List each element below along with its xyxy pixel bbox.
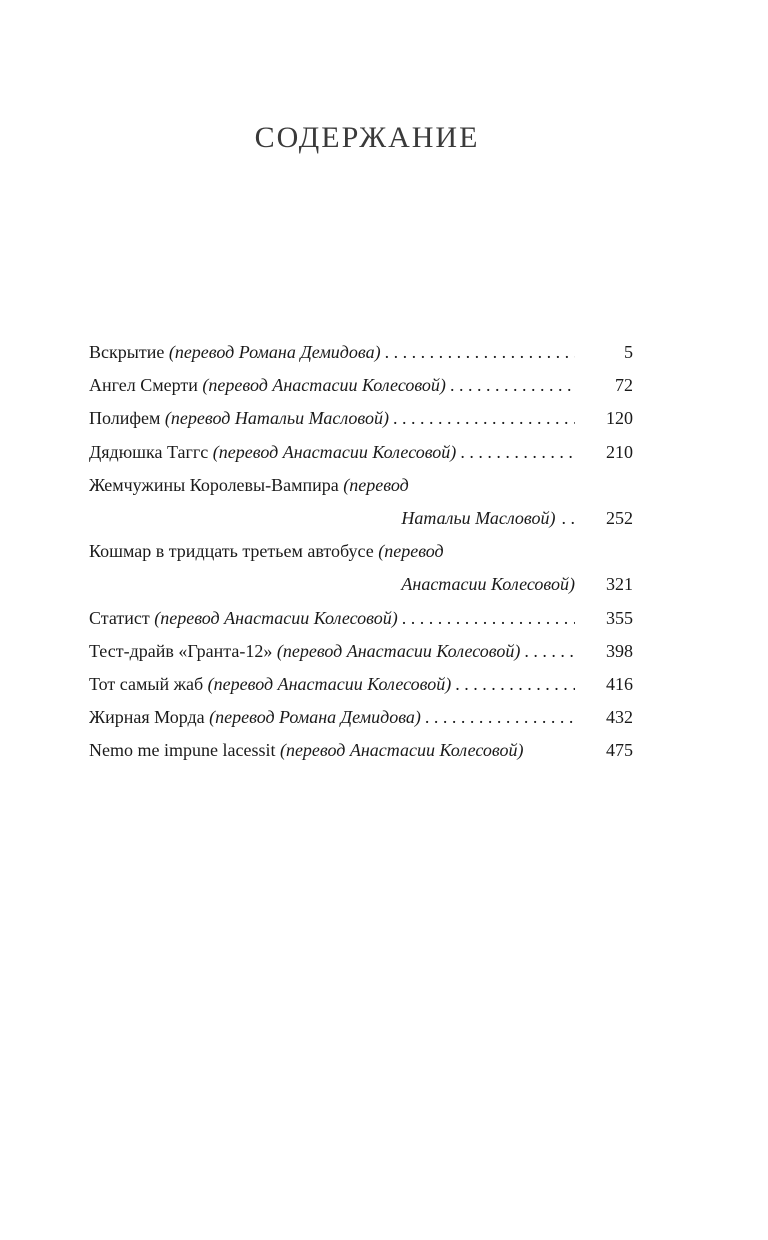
entry-translator: Натальи Масловой) [401, 507, 556, 528]
entry-title: Жирная Морда [89, 707, 205, 728]
toc-entry[interactable] [89, 668, 633, 701]
page-number: 321 [606, 574, 633, 595]
entry-title: Жемчужины Королевы-Вампира [89, 474, 339, 495]
toc-line [89, 602, 633, 635]
entry-title: Полифем [89, 408, 161, 429]
entry-title: Ангел Смерти [89, 375, 198, 396]
toc-line [89, 535, 633, 568]
page-number: 398 [606, 640, 633, 661]
toc-line [89, 402, 633, 435]
toc-entry[interactable] [89, 701, 633, 734]
entry-translator: (перевод Анастасии Колесовой) [212, 441, 457, 462]
toc-line [89, 668, 633, 701]
dot-leader [456, 436, 575, 469]
toc-line [89, 502, 633, 535]
entry-title: Дядюшка Таггс [89, 441, 209, 462]
entry-translator: (перевод Анастасии Колесовой) [202, 375, 446, 396]
entry-translator: (перевод [343, 474, 409, 495]
entry-translator: (перевод Анастасии Колесовой) [154, 607, 398, 628]
page-number: 72 [615, 375, 633, 396]
table-of-contents [89, 336, 633, 767]
entry-translator: (перевод Анастасии Колесовой) [207, 673, 452, 694]
toc-line [89, 336, 633, 369]
entry-translator: (перевод Романа Демидова) [209, 707, 421, 728]
page-number: 475 [606, 740, 633, 761]
toc-entry[interactable] [89, 469, 633, 502]
toc-line [89, 436, 633, 469]
entry-translator: (перевод [378, 541, 444, 562]
entry-translator: (перевод Натальи Масловой) [164, 408, 389, 429]
entry-translator: (перевод Анастасии Колесовой) [276, 640, 521, 661]
page-number: 416 [606, 673, 633, 694]
page-number: 5 [624, 342, 633, 362]
dot-leader [556, 502, 576, 535]
dot-leader [389, 402, 575, 435]
toc-entry[interactable] [89, 635, 633, 668]
dot-leader [381, 336, 575, 369]
toc-entry[interactable] [89, 402, 633, 435]
toc-line [89, 568, 633, 601]
toc-entry[interactable] [89, 369, 633, 402]
toc-entry[interactable] [89, 336, 633, 369]
toc-line [89, 635, 633, 668]
entry-title: Кошмар в тридцать третьем автобусе [89, 541, 374, 562]
toc-line [89, 701, 633, 734]
entry-title: Статист [89, 607, 150, 628]
entry-title: Nemo me impune lacessit [89, 740, 276, 761]
toc-line [89, 734, 633, 767]
entry-translator: Анастасии Колесовой) [401, 574, 575, 595]
entry-translator: (перевод Романа Демидова) [168, 342, 381, 362]
dot-leader [520, 635, 575, 668]
toc-entry[interactable] [89, 436, 633, 469]
toc-line [89, 369, 633, 402]
toc-entry-continuation [89, 568, 633, 601]
page-title: СОДЕРЖАНИЕ [254, 121, 480, 154]
toc-entry-continuation [89, 502, 633, 535]
entry-translator: (перевод Анастасии Колесовой) [279, 740, 524, 761]
dot-leader [421, 701, 575, 734]
page-number: 252 [606, 507, 633, 528]
dot-leader [446, 369, 575, 402]
toc-entry[interactable] [89, 535, 633, 568]
toc-entry[interactable] [89, 602, 633, 635]
page-number: 120 [606, 408, 633, 429]
toc-line [89, 469, 633, 502]
page-number: 210 [606, 441, 633, 462]
page-number: 432 [606, 707, 633, 728]
entry-title: Вскрытие [89, 342, 165, 362]
dot-leader [451, 668, 575, 701]
toc-entry[interactable] [89, 734, 633, 767]
dot-leader [398, 602, 575, 635]
entry-title: Тот самый жаб [89, 673, 204, 694]
page-number: 355 [606, 607, 633, 628]
entry-title: Тест-драйв «Гранта-12» [89, 640, 273, 661]
